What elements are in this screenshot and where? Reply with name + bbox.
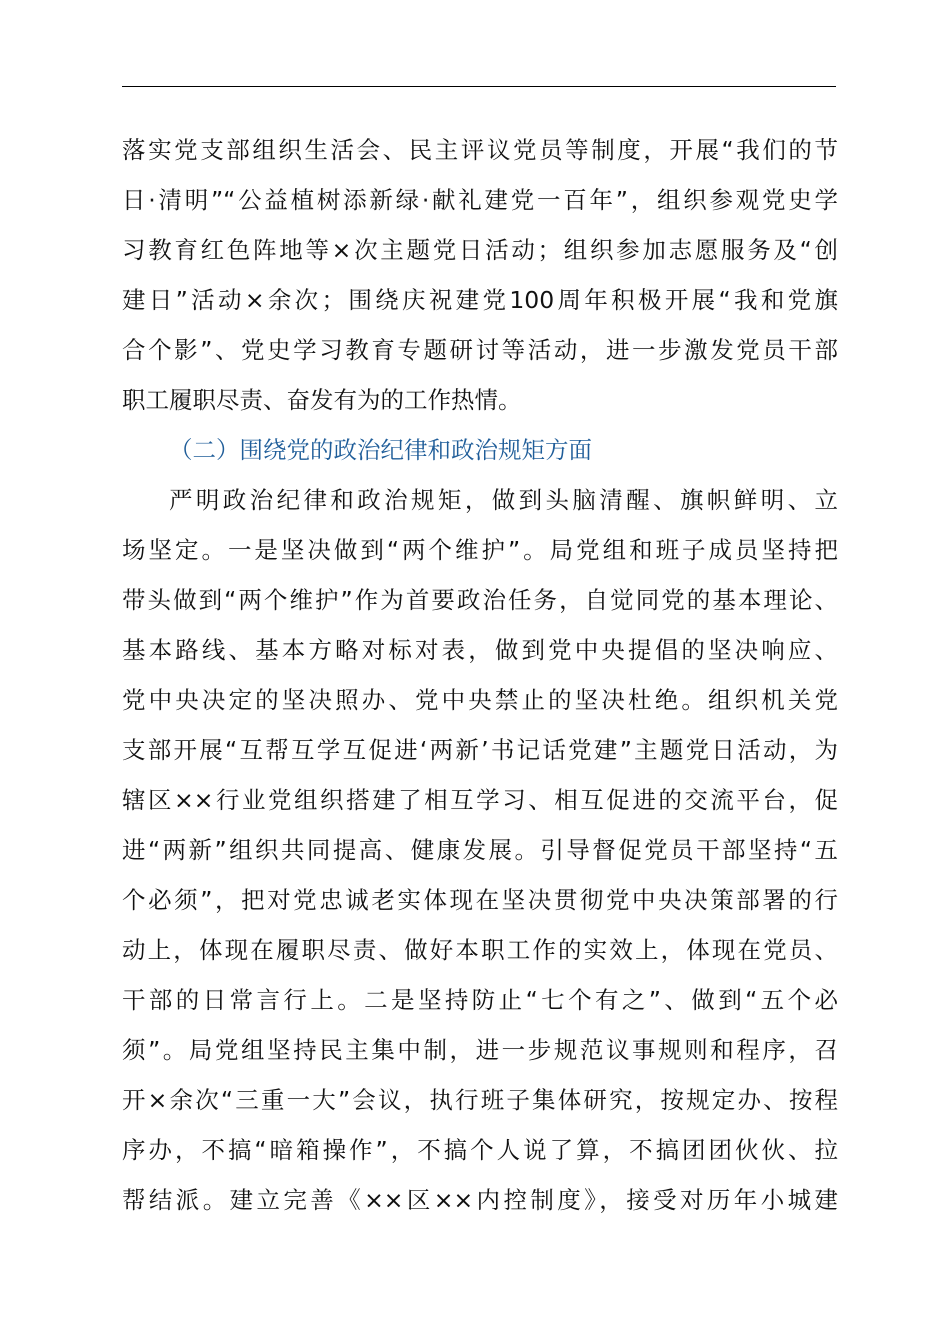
body-paragraph	[122, 475, 838, 1225]
text-line: 职工履职尽责、奋发有为的工作热情。	[122, 386, 522, 414]
section-heading-block	[122, 425, 838, 475]
text-line: 严明政治纪律和政治规矩，做到头脑清醒、旗帜鲜明、立	[169, 486, 838, 514]
text-line: 序办，不搞“暗箱操作”，不搞个人说了算，不搞团团伙伙、拉	[122, 1136, 838, 1164]
text-line: 干部的日常言行上。二是坚持防止“七个有之”、做到“五个必	[122, 986, 838, 1014]
text-line: 动上，体现在履职尽责、做好本职工作的实效上，体现在党员、	[122, 936, 838, 964]
text-line: 开×余次“三重一大”会议，执行班子集体研究，按规定办、按程	[122, 1086, 838, 1114]
text-line: 建日”活动×余次；围绕庆祝建党100周年积极开展“我和党旗	[122, 286, 838, 314]
text-line: 个必须”，把对党忠诚老实体现在坚决贯彻党中央决策部署的行	[122, 886, 838, 914]
text-line: 合个影”、党史学习教育专题研讨等活动，进一步激发党员干部	[122, 336, 838, 364]
header-rule	[122, 86, 836, 87]
text-line: 基本路线、基本方略对标对表，做到党中央提倡的坚决响应、	[122, 636, 838, 664]
continuation-paragraph	[122, 125, 838, 425]
text-line: 须”。局党组坚持民主集中制，进一步规范议事规则和程序，召	[122, 1036, 838, 1064]
text-line: 进“两新”组织共同提高、健康发展。引导督促党员干部坚持“五	[122, 836, 838, 864]
text-line: 支部开展“互帮互学互促进‘两新’书记话党建”主题党日活动，为	[122, 736, 838, 764]
section-heading: （二）围绕党的政治纪律和政治规矩方面	[169, 436, 592, 464]
text-line: 带头做到“两个维护”作为首要政治任务，自觉同党的基本理论、	[122, 586, 838, 614]
text-line: 党中央决定的坚决照办、党中央禁止的坚决杜绝。组织机关党	[122, 686, 838, 714]
text-line: 辖区××行业党组织搭建了相互学习、相互促进的交流平台，促	[122, 786, 838, 814]
text-line: 落实党支部组织生活会、民主评议党员等制度，开展“我们的节	[122, 136, 838, 164]
text-line: 场坚定。一是坚决做到“两个维护”。局党组和班子成员坚持把	[122, 536, 838, 564]
text-line: 帮结派。建立完善《××区××内控制度》，接受对历年小城建	[122, 1186, 838, 1214]
text-line: 习教育红色阵地等×次主题党日活动；组织参加志愿服务及“创	[122, 236, 838, 264]
text-line: 日·清明”“公益植树添新绿·献礼建党一百年”，组织参观党史学	[122, 186, 838, 214]
